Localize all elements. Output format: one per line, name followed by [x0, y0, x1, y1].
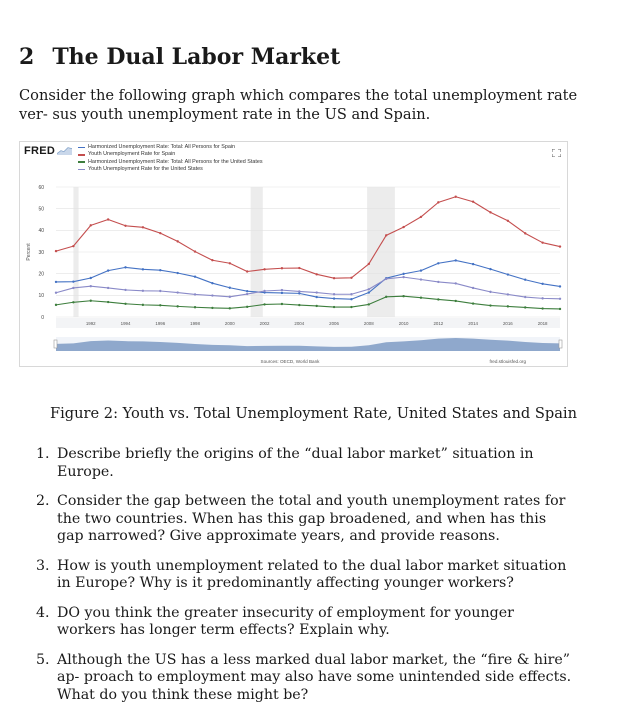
data-point [333, 297, 335, 299]
x-axis-band [56, 318, 560, 328]
data-point [368, 288, 370, 290]
data-point [281, 292, 283, 294]
question-number: 2. [36, 493, 50, 509]
data-point [437, 298, 439, 300]
data-point [55, 292, 57, 294]
data-point [455, 282, 457, 284]
fred-logo-chart-icon [57, 147, 72, 155]
data-point [315, 305, 317, 307]
data-point [455, 196, 457, 198]
question-item [36, 493, 572, 546]
data-point [368, 263, 370, 265]
data-point [107, 287, 109, 289]
x-tick-label: 2008 [363, 321, 374, 326]
data-point [315, 291, 317, 293]
data-point [507, 305, 509, 307]
data-point [263, 290, 265, 292]
legend-swatch [78, 154, 85, 156]
data-point [159, 290, 161, 292]
data-point [437, 281, 439, 283]
data-point [90, 224, 92, 226]
data-point [72, 301, 74, 303]
data-point [559, 298, 561, 300]
data-point [507, 273, 509, 275]
data-point [507, 220, 509, 222]
x-tick-label: 2002 [259, 321, 270, 326]
intro-paragraph: Consider the following graph which compares the total unemployment rate ver- sus youth unemployment rate in the US and Spain. [19, 87, 578, 123]
source-label: Sources: OECD, World Bank [260, 359, 320, 364]
data-point [385, 296, 387, 298]
question-text: How is youth unemployment related to the dual labor market situation in Europe? Why is it predominantly affecting younger workers? [57, 557, 567, 591]
data-point [229, 307, 231, 309]
data-point [437, 262, 439, 264]
line-chart [20, 142, 569, 368]
data-point [420, 216, 422, 218]
navigator-handle-right[interactable] [559, 340, 562, 348]
data-point [159, 304, 161, 306]
data-point [385, 234, 387, 236]
data-point [281, 303, 283, 305]
legend-label: Harmonized Unemployment Rate: Total: All Persons for the United States [88, 158, 263, 165]
data-point [107, 269, 109, 271]
question-item [36, 652, 572, 705]
data-point [524, 279, 526, 281]
legend-label: Harmonized Unemployment Rate: Total: All Persons for Spain [88, 144, 236, 150]
legend-entry[interactable] [78, 159, 263, 166]
data-point [124, 266, 126, 268]
data-point [55, 250, 57, 252]
data-point [176, 291, 178, 293]
data-point [385, 278, 387, 280]
data-point [107, 218, 109, 220]
data-point [350, 298, 352, 300]
question-text: Although the US has a less marked dual labor market, the “fire & hire” ap- proach to employment may also have some unintended side effects. What do you think these might be? [57, 651, 572, 703]
data-point [229, 262, 231, 264]
data-point [246, 306, 248, 308]
question-text: DO you think the greater insecurity of employment for younger workers has longer term effects? Explain why. [57, 604, 514, 638]
y-tick-label: 30 [38, 249, 44, 256]
x-tick-label: 2012 [433, 321, 444, 326]
y-axis-title: Percent [26, 243, 32, 261]
data-point [229, 296, 231, 298]
data-point [333, 293, 335, 295]
y-tick-label: 10 [38, 293, 44, 300]
y-tick-label: 60 [38, 184, 44, 191]
series-line [56, 260, 560, 299]
data-point [194, 293, 196, 295]
data-point [524, 306, 526, 308]
data-point [402, 276, 404, 278]
data-point [194, 250, 196, 252]
data-point [333, 306, 335, 308]
data-point [90, 300, 92, 302]
legend-entry[interactable] [78, 166, 263, 173]
data-point [159, 232, 161, 234]
data-point [455, 300, 457, 302]
data-point [90, 277, 92, 279]
data-point [507, 293, 509, 295]
legend-swatch [78, 169, 85, 171]
data-point [472, 302, 474, 304]
series-line [56, 296, 560, 309]
data-point [55, 304, 57, 306]
question-text: Consider the gap between the total and youth unemployment rates for the two countries. When has this gap broadened, and when has this gap narrowed? Give approximate years, and provide reasons. [57, 493, 566, 544]
figure-caption: Figure 2: Youth vs. Total Unemployment Rate, United States and Spain [50, 405, 577, 422]
data-point [541, 297, 543, 299]
data-point [402, 273, 404, 275]
data-point [263, 303, 265, 305]
data-point [159, 269, 161, 271]
data-point [472, 287, 474, 289]
data-point [541, 241, 543, 243]
question-number: 1. [36, 446, 50, 462]
question-item [36, 558, 572, 593]
data-point [211, 307, 213, 309]
fred-logo: FRED [24, 145, 56, 157]
data-point [194, 276, 196, 278]
data-point [350, 277, 352, 279]
data-point [350, 293, 352, 295]
legend-entry[interactable] [78, 144, 263, 151]
data-point [298, 304, 300, 306]
question-number: 3. [36, 557, 50, 574]
question-number: 5. [36, 651, 50, 668]
data-point [142, 226, 144, 228]
fred-url-link[interactable]: fred.stlouisfed.org [489, 359, 526, 364]
legend-swatch [78, 161, 85, 163]
data-point [124, 303, 126, 305]
question-text: Describe briefly the origins of the “dual labor market” situation in Europe. [57, 446, 534, 480]
data-point [281, 267, 283, 269]
data-point [176, 305, 178, 307]
x-tick-label: 1992 [85, 321, 96, 326]
x-tick-label: 1998 [190, 321, 200, 326]
x-tick-label: 2018 [537, 321, 548, 326]
data-point [194, 306, 196, 308]
x-tick-label: 2000 [224, 321, 235, 326]
data-point [72, 245, 74, 247]
data-point [489, 211, 491, 213]
data-point [55, 281, 57, 283]
data-point [559, 285, 561, 287]
data-point [246, 293, 248, 295]
question-item [36, 605, 572, 640]
data-point [90, 285, 92, 287]
data-point [559, 245, 561, 247]
y-tick-label: 20 [38, 271, 44, 278]
data-point [246, 270, 248, 272]
data-point [455, 259, 457, 261]
data-point [333, 277, 335, 279]
section-number: 2 [19, 44, 35, 70]
data-point [420, 278, 422, 280]
fred-chart-frame [19, 141, 568, 367]
navigator-handle-left[interactable] [54, 340, 57, 348]
question-list [36, 446, 572, 716]
data-point [524, 296, 526, 298]
question-number: 4. [36, 604, 50, 621]
x-tick-label: 2006 [329, 321, 339, 326]
data-point [176, 240, 178, 242]
y-tick-label: 40 [38, 228, 44, 235]
data-point [211, 294, 213, 296]
data-point [402, 295, 404, 297]
data-point [124, 289, 126, 291]
section-title: The Dual Labor Market [52, 44, 341, 70]
data-point [402, 226, 404, 228]
data-point [472, 263, 474, 265]
question-item [36, 446, 572, 481]
data-point [124, 225, 126, 227]
data-point [420, 297, 422, 299]
data-point [142, 290, 144, 292]
data-point [263, 268, 265, 270]
data-point [315, 273, 317, 275]
data-point [524, 232, 526, 234]
x-tick-label: 2004 [294, 321, 305, 326]
data-point [472, 201, 474, 203]
x-tick-label: 2010 [398, 321, 409, 326]
data-point [211, 282, 213, 284]
data-point [350, 306, 352, 308]
legend-swatch [78, 147, 85, 149]
data-point [298, 267, 300, 269]
data-point [298, 290, 300, 292]
chart-legend [78, 144, 263, 173]
data-point [437, 201, 439, 203]
data-point [229, 287, 231, 289]
legend-entry[interactable] [78, 151, 263, 158]
data-point [489, 268, 491, 270]
data-point [559, 308, 561, 310]
data-point [541, 283, 543, 285]
x-tick-label: 1994 [120, 321, 131, 326]
data-point [246, 290, 248, 292]
data-point [107, 301, 109, 303]
x-tick-label: 1996 [155, 321, 166, 326]
data-point [368, 303, 370, 305]
data-point [541, 307, 543, 309]
x-tick-label: 2016 [502, 321, 513, 326]
data-point [489, 304, 491, 306]
data-point [72, 280, 74, 282]
data-point [176, 272, 178, 274]
y-tick-label: 50 [38, 206, 44, 213]
data-point [211, 259, 213, 261]
legend-label: Youth Unemployment Rate for the United States [88, 165, 203, 172]
data-point [281, 289, 283, 291]
x-tick-label: 2014 [468, 321, 478, 326]
data-point [420, 269, 422, 271]
expand-icon[interactable] [552, 149, 561, 157]
data-point [72, 287, 74, 289]
data-point [315, 296, 317, 298]
data-point [142, 304, 144, 306]
data-point [368, 291, 370, 293]
series-line [56, 197, 560, 278]
data-point [489, 291, 491, 293]
legend-label: Youth Unemployment Rate for Spain [88, 151, 176, 158]
y-tick-label: 0 [41, 314, 44, 321]
section-heading [19, 44, 340, 70]
data-point [142, 268, 144, 270]
